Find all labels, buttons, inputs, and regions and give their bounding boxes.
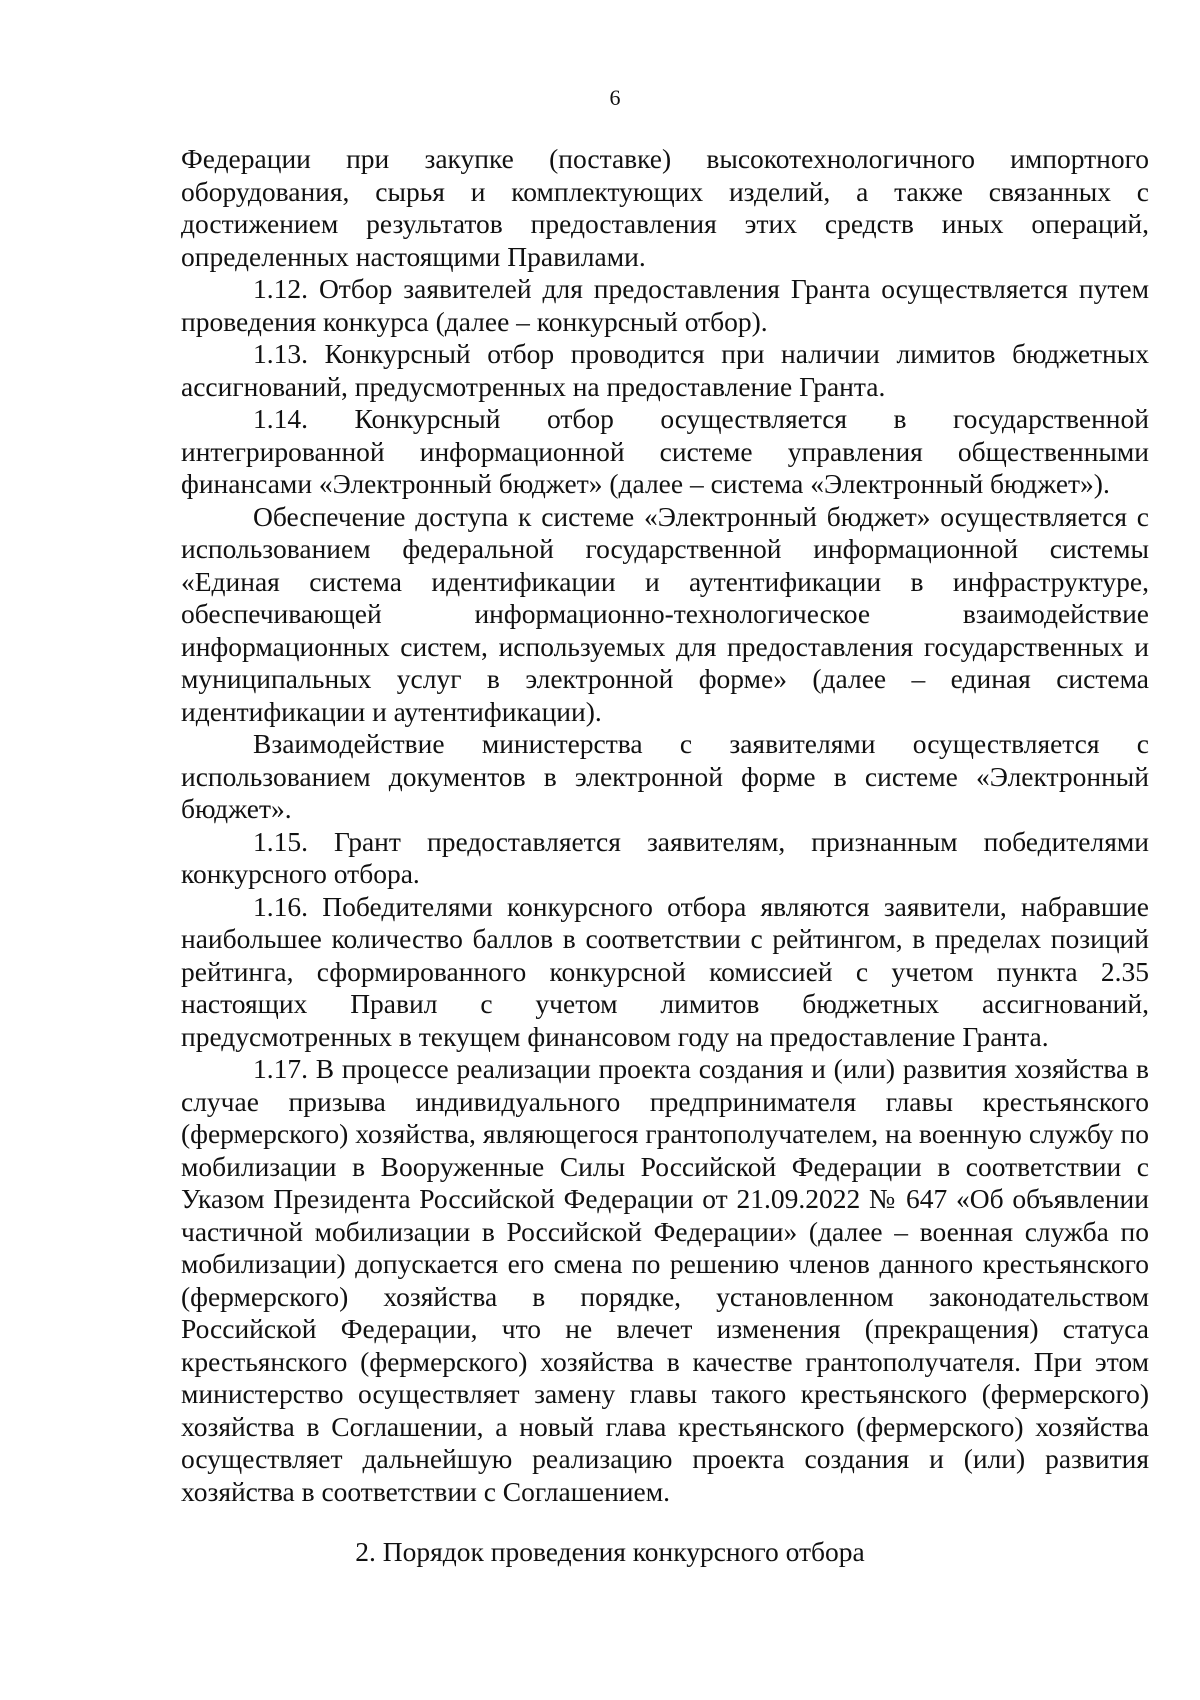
paragraph-1-17: 1.17. В процессе реализации проекта создания и (или) развития хозяйства в случае призыва индивидуального предпринимателя главы крестьянского (фермерского) хозяйства, являющегося грантополучателем, на военную службу по мобилизации в Вооруженные Силы Российской Федерации в соответствии с Указом Президента Российской Федерации от 21.09.2022 № 647 «Об объявлении частичной мобилизации в Российской Федерации» (далее – военная служба по мобилизации) допускается его смена по решению членов данного крестьянского (фермерского) хозяйства в порядке, установленном законодательством Российской Федерации, что не влечет изменения (прекращения) статуса крестьянского (фермерского) хозяйства в качестве грантополучателя. При этом министерство осуществляет замену главы такого крестьянского (фермерского) хозяйства в Соглашении, а новый глава крестьянского (фермерского) хозяйства осуществляет дальнейшую реализацию проекта создания и (или) развития хозяйства в соответствии с Соглашением. xyxy=(181,1053,1149,1507)
section-heading: 2. Порядок проведения конкурсного отбора xyxy=(355,1536,865,1567)
paragraph-1-14: 1.14. Конкурсный отбор осуществляется в государственной интегрированной информационной системе управления общественными финансами «Электронный бюджет» (далее – система «Электронный бюджет»). xyxy=(181,403,1149,499)
page-number: 6 xyxy=(609,85,621,110)
paragraph-1-16: 1.16. Победителями конкурсного отбора являются заявители, набравшие наибольшее количество баллов в соответствии с рейтингом, в пределах позиций рейтинга, сформированного конкурсной комиссией с учетом пункта 2.35 настоящих Правил с учетом лимитов бюджетных ассигнований, предусмотренных в текущем финансовом году на предоставление Гранта. xyxy=(181,890,1149,1052)
paragraph-1-15: 1.15. Грант предоставляется заявителям, признанным победителями конкурсного отбора. xyxy=(181,825,1149,889)
paragraph-access: Обеспечение доступа к системе «Электронный бюджет» осуществляется с использованием федеральной государственной информационной системы «Единая система идентификации и аутентификации в инфраструктуре, обеспечивающей информационно-технологическое взаимодействие информационных систем, используемых для предоставления государственных и муниципальных услуг в электронной форме» (далее – единая система идентификации и аутентификации). xyxy=(181,500,1149,727)
paragraph-1-13: 1.13. Конкурсный отбор проводится при наличии лимитов бюджетных ассигнований, предусмотренных на предоставление Гранта. xyxy=(181,338,1149,402)
paragraph-1-12: 1.12. Отбор заявителей для предоставления Гранта осуществляется путем проведения конкурса (далее – конкурсный отбор). xyxy=(181,273,1149,337)
document-body xyxy=(181,143,1149,1508)
paragraph-continuation: Федерации при закупке (поставке) высокотехнологичного импортного оборудования, сырья и комплектующих изделий, а также связанных с достижением результатов предоставления этих средств иных операций, определенных настоящими Правилами. xyxy=(181,143,1149,272)
paragraph-interaction: Взаимодействие министерства с заявителями осуществляется с использованием документов в электронной форме в системе «Электронный бюджет». xyxy=(181,728,1149,824)
